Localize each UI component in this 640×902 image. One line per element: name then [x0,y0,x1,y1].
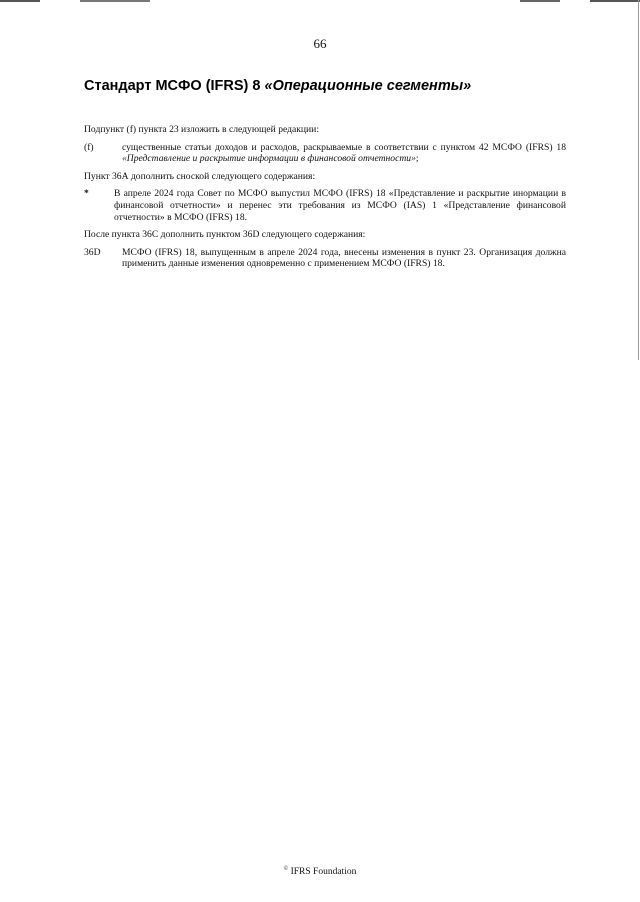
paragraph-36a-intro: Пункт 36А дополнить сноской следующего содержания: [84,170,316,182]
section-title [84,78,471,94]
page-number: 66 [313,36,327,51]
title-italic: «Операционные сегменты» [264,78,472,94]
scan-edge-top [0,0,640,2]
copyright-symbol: © [283,866,289,872]
item-f-tail: ; [415,153,419,165]
footer-text: IFRS Foundation [288,867,357,878]
item-36d-text: МСФО (IFRS) 18, выпущенным в апреле 2024 года, внесены изменения в пункт 23. Организация должна применить данные изменения одновременно с применением МСФО (IFRS) 18. [122,246,566,270]
footnote-item [84,188,566,223]
item-36d-mark: 36D [84,246,101,258]
title-prefix: Стандарт МСФО (IFRS) 8 [84,78,265,94]
footnote-mark: * [84,188,89,200]
item-36d [84,247,566,270]
item-f-italic: «Представление и раскрытие информации в финансовой отчетности» [122,153,416,165]
paragraph-36d-intro: После пункта 36С дополнить пунктом 36D следующего содержания: [84,229,366,241]
item-f-body: существенные статьи доходов и расходов, раскрываемые в соответствии с пунктом 42 МСФО (IFRS) 18 [122,141,566,153]
item-f-mark: (f) [84,141,94,153]
scan-edge-right [638,0,639,360]
paragraph-subpoint-f-intro: Подпункт (f) пункта 23 изложить в следующей редакции: [84,124,319,135]
item-f-text [122,142,566,165]
document-body [84,124,566,276]
footnote-text: В апреле 2024 года Совет по МСФО выпустил МСФО (IFRS) 18 «Представление и раскрытие инормации в финансовой отчетности» и перенес эти требования из МСФО (IAS) 1 «Представление финансовой отчетности» в МСФО (IFRS) 18. [114,188,566,223]
item-f [84,142,566,165]
page-footer [0,866,640,877]
